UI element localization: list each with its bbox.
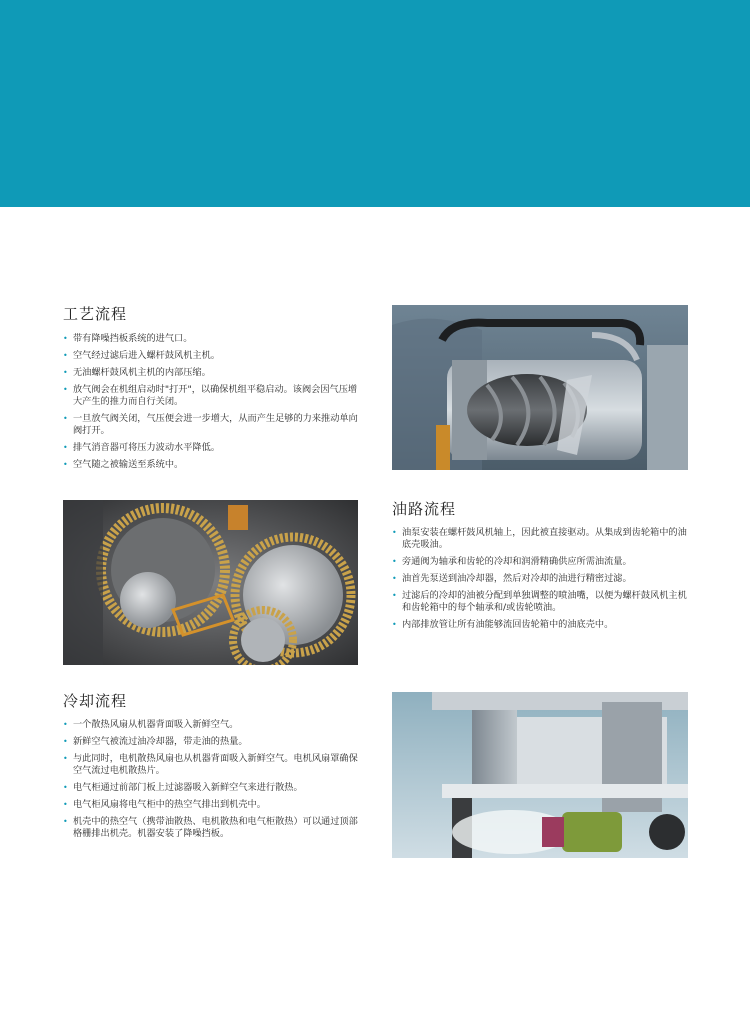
cooling-bullet-item: • 电气柜风扇将电气柜中的热空气排出到机壳中。 xyxy=(63,799,363,811)
oil-bullet-item: • 内部排放管让所有油能够流回齿轮箱中的油底壳中。 xyxy=(392,619,692,631)
oil-bullet-item: • 油首先泵送到油冷却器，然后对冷却的油进行精密过滤。 xyxy=(392,573,692,585)
process-bullet-item: • 放气阀会在机组启动时"打开"，以确保机组平稳启动。该阀会因气压增大产生的推力而自行关闭。 xyxy=(63,384,363,408)
cooling-bullet-item: • 机壳中的热空气（携带油散热、电机散热和电气柜散热）可以通过顶部格栅排出机壳。机器安装了降噪挡板。 xyxy=(63,816,363,840)
cooling-bullet-item: • 与此同时，电机散热风扇也从机器背面吸入新鲜空气。电机风扇罩确保空气流过电机散热片。 xyxy=(63,753,363,777)
process-bullet-item: • 一旦放气阀关闭，气压便会进一步增大，从而产生足够的力来推动单向阀打开。 xyxy=(63,413,363,437)
oil-bullet-list xyxy=(392,527,692,636)
gearbox-gears-image xyxy=(63,500,358,665)
process-bullet-item: • 带有降噪挡板系统的进气口。 xyxy=(63,333,363,345)
process-bullet-item: • 无油螺杆鼓风机主机的内部压缩。 xyxy=(63,367,363,379)
screw-rotor-cutaway-image xyxy=(392,305,688,470)
process-section-title: 工艺流程 xyxy=(63,305,128,323)
process-bullet-list xyxy=(63,333,363,476)
cooling-bullet-item: • 一个散热风扇从机器背面吸入新鲜空气。 xyxy=(63,719,363,731)
cooling-module-image xyxy=(392,692,688,858)
cooling-bullet-item: • 新鲜空气被流过油冷却器，带走油的热量。 xyxy=(63,736,363,748)
process-bullet-item: • 排气消音器可将压力波动水平降低。 xyxy=(63,442,363,454)
cooling-bullet-list xyxy=(63,719,363,845)
cooling-bullet-item: • 电气柜通过前部门板上过滤器吸入新鲜空气来进行散热。 xyxy=(63,782,363,794)
oil-bullet-item: • 过滤后的冷却的油被分配到单独调整的喷油嘴，以便为螺杆鼓风机主机和齿轮箱中的每个轴承和/或齿轮喷油。 xyxy=(392,590,692,614)
process-bullet-item: • 空气随之被输送至系统中。 xyxy=(63,459,363,471)
cooling-section-title: 冷却流程 xyxy=(63,692,128,710)
header-banner xyxy=(0,0,750,207)
oil-bullet-item: • 旁通阀为轴承和齿轮的冷却和润滑精确供应所需油流量。 xyxy=(392,556,692,568)
oil-section-title: 油路流程 xyxy=(392,500,457,518)
process-bullet-item: • 空气经过滤后进入螺杆鼓风机主机。 xyxy=(63,350,363,362)
oil-bullet-item: • 油泵安装在螺杆鼓风机轴上，因此被直接驱动。从集成到齿轮箱中的油底壳吸油。 xyxy=(392,527,692,551)
